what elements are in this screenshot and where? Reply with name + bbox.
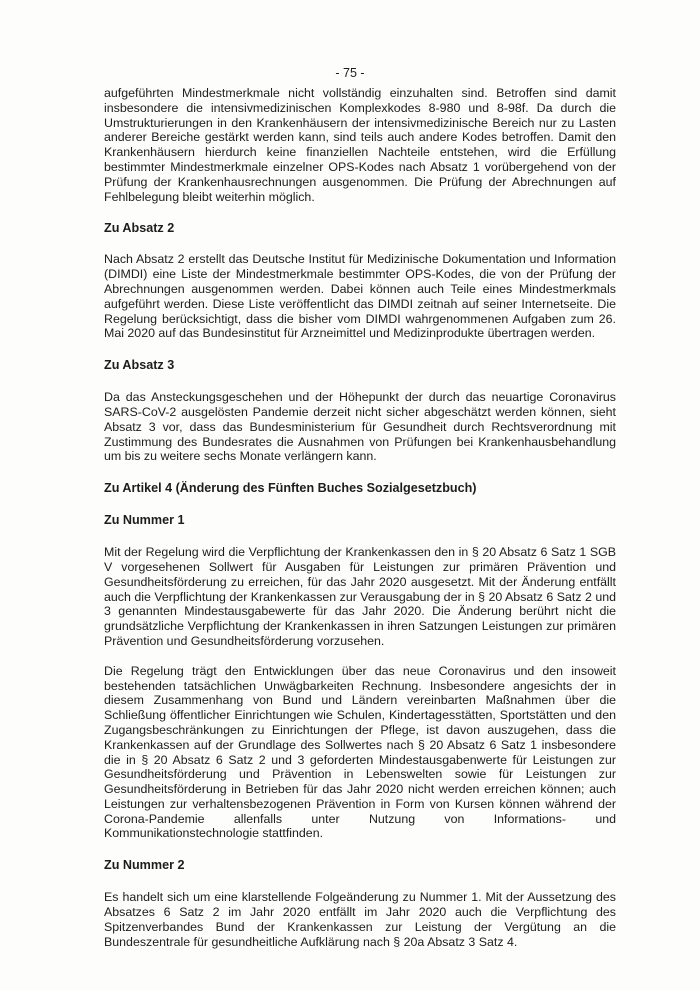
paragraph-nummer-2: Es handelt sich um eine klarstellende Folgeänderung zu Nummer 1. Mit der Aussetzung des Absatzes 6 Satz 2 im Jahr 2020 entfällt im Jahr 2020 auch die Verpflichtung des Spitzenverbandes Bund der Krankenkassen zur Leistung der Vergütung an die Bundeszentrale für gesundheitliche Aufklärung nach § 20a Absatz 3 Satz 4. (104, 890, 616, 949)
paragraph-absatz-2: Nach Absatz 2 erstellt das Deutsche Institut für Medizinische Dokumentation und Information (DIMDI) eine Liste der Mindestmerkmale bestimmter OPS-Kodes, die von der Prüfung der Abrechnungen ausgenommen werden. Dabei können auch Teile eines Mindestmerkmals aufgeführt werden. Diese Liste veröffentlicht das DIMDI zeitnah auf seiner Internetseite. Die Regelung berücksichtigt, dass die bisher vom DIMDI wahrgenommenen Aufgaben zum 26. Mai 2020 auf das Bundesinstitut für Arzneimittel und Medizinprodukte übertragen werden. (104, 252, 616, 341)
paragraph-absatz-3: Da das Ansteckungsgeschehen und der Höhepunkt der durch das neuartige Coronavirus SARS-CoV-2 ausgelösten Pandemie derzeit nicht sicher abgeschätzt werden können, sieht Absatz 3 vor, dass das Bundesministerium für Gesundheit durch Rechtsverordnung mit Zustimmung des Bundesrates die Ausnahmen von Prüfungen bei Krankenhausbehandlung um bis zu weitere sechs Monate verlängern kann. (104, 390, 616, 464)
heading-zu-nummer-2: Zu Nummer 2 (104, 858, 185, 873)
heading-zu-nummer-1: Zu Nummer 1 (104, 513, 185, 528)
page-number: - 75 - (335, 66, 365, 80)
heading-zu-artikel-4: Zu Artikel 4 (Änderung des Fünften Buches Sozialgesetzbuch) (104, 481, 477, 496)
paragraph-nummer-1-a: Mit der Regelung wird die Verpflichtung der Krankenkassen den in § 20 Absatz 6 Satz 1 SGB V vorgesehenen Sollwert für Ausgaben für Leistungen zur primären Prävention und Gesundheitsförderung zu erreichen, für das Jahr 2020 ausgesetzt. Mit der Änderung entfällt auch die Verpflichtung der Krankenkassen zur Verausgabung der in § 20 Absatz 6 Satz 2 und 3 genannten Mindestausgabewerte für das Jahr 2020. Die Änderung berührt nicht die grundsätzliche Verpflichtung der Krankenkassen in ihren Satzungen Leistungen zur primären Prävention und Gesundheitsförderung vorzusehen. (104, 545, 616, 648)
heading-zu-absatz-3: Zu Absatz 3 (104, 358, 175, 373)
paragraph-opening: aufgeführten Mindestmerkmale nicht vollständig einzuhalten sind. Betroffen sind damit insbesondere die intensivmedizinischen Komplexkodes 8-980 und 8-98f. Da durch die Umstrukturierungen in den Krankenhäusern der intensivmedizinische Bereich nur zu Lasten anderer Bereiche gestärkt werden kann, sind teils auch andere Kodes betroffen. Damit den Krankenhäusern hierdurch keine finanziellen Nachteile entstehen, wird die Erfüllung bestimmter Mindestmerkmale einzelner OPS-Kodes nach Absatz 1 vorübergehend von der Prüfung der Krankenhausrechnungen ausgenommen. Die Prüfung der Abrechnungen auf Fehlbelegung bleibt weiterhin möglich. (104, 86, 616, 204)
heading-zu-absatz-2: Zu Absatz 2 (104, 221, 175, 236)
document-body (104, 86, 616, 949)
paragraph-nummer-1-b: Die Regelung trägt den Entwicklungen über das neue Coronavirus und den insoweit bestehenden tatsächlichen Unwägbarkeiten Rechnung. Insbesondere angesichts der in diesem Zusammenhang von Bund und Ländern vereinbarten Maßnahmen über die Schließung öffentlicher Einrichtungen wie Schulen, Kindertagesstätten, Sportstätten und den Zugangsbeschränkungen zu Einrichtungen der Pflege, ist davon auszugehen, dass die Krankenkassen auf der Grundlage des Sollwertes nach § 20 Absatz 6 Satz 1 insbesondere die in § 20 Absatz 6 Satz 2 und 3 geforderten Mindestausgabenwerte für Leistungen zur Gesundheitsförderung und Prävention in Lebenswelten sowie für Leistungen zur Gesundheitsförderung in Betrieben für das Jahr 2020 nicht werden erreichen können; auch Leistungen zur verhaltensbezogenen Prävention in Form von Kursen können während der Corona-Pandemie allenfalls unter Nutzung von Informations- und Kommunikationstechnologie stattfinden. (104, 663, 616, 841)
